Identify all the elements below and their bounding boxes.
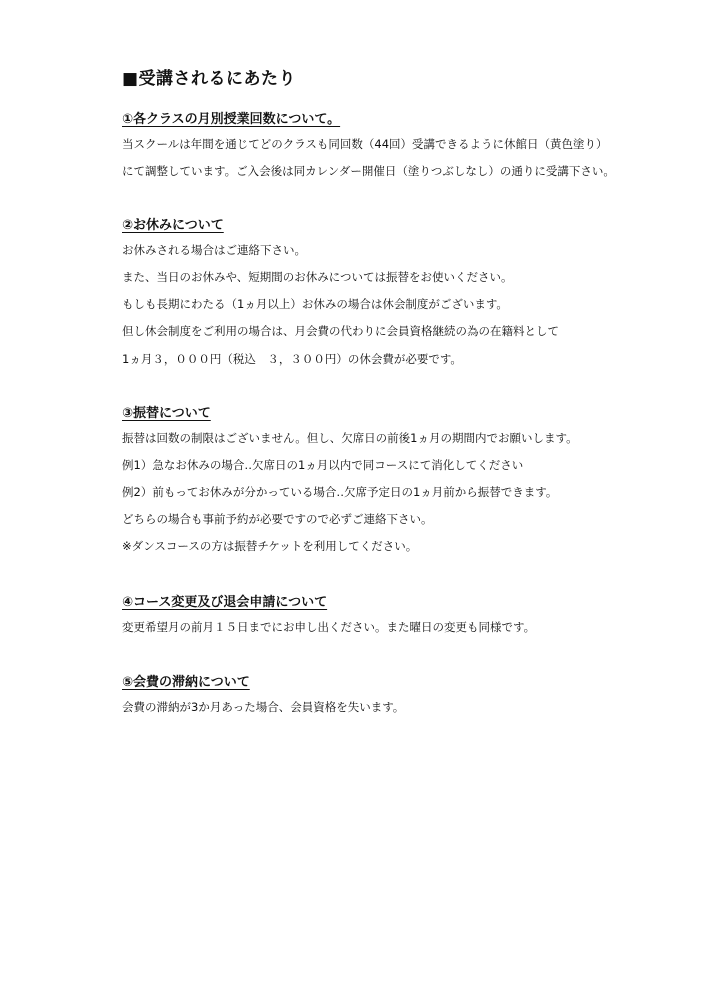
section-text-line: 当スクールは年間を通じてどのクラスも同回数（44回）受講できるように休館日（黄色塗り）	[122, 137, 608, 151]
section-text-line: 1ヵ月３，０００円（税込 ３，３００円）の休会費が必要です。	[122, 352, 462, 366]
section-text-line: 会費の滞納が3か月あった場合、会員資格を失います。	[122, 700, 405, 714]
section-text-line: 但し休会制度をご利用の場合は、月会費の代わりに会員資格継続の為の在籍料として	[122, 324, 559, 338]
page-title: ■受講されるにあたり	[122, 69, 297, 89]
section-heading-makeup-lessons: ③振替について	[122, 406, 211, 421]
section-text-line: もしも長期にわたる（1ヵ月以上）お休みの場合は休会制度がございます。	[122, 297, 508, 311]
section-text-line: にて調整しています。ご入会後は同カレンダー開催日（塗りつぶしなし）の通りに受講下さい。	[122, 164, 615, 178]
section-text-line: また、当日のお休みや、短期間のお休みについては振替をお使いください。	[122, 270, 513, 284]
section-heading-fee-delinquency: ⑤会費の滞納について	[122, 675, 250, 690]
section-heading-absence: ②お休みについて	[122, 218, 224, 233]
section-text-line: 例2）前もってお休みが分かっている場合‥欠席予定日の1ヵ月前から振替できます。	[122, 485, 558, 499]
section-text-line: どちらの場合も事前予約が必要ですので必ずご連絡下さい。	[122, 512, 433, 526]
section-text-line: 振替は回数の制限はございません。但し、欠席日の前後1ヵ月の期間内でお願いします。	[122, 431, 578, 445]
section-heading-class-lesson-count: ①各クラスの月別授業回数について。	[122, 112, 341, 127]
section-text-line: ※ダンスコースの方は振替チケットを利用してください。	[122, 539, 418, 553]
section-text-line: 変更希望月の前月１５日までにお申し出ください。また曜日の変更も同様です。	[122, 620, 536, 634]
section-heading-course-change: ④コース変更及び退会申請について	[122, 595, 328, 610]
section-text-line: お休みされる場合はご連絡下さい。	[122, 243, 306, 257]
section-text-line: 例1）急なお休みの場合‥欠席日の1ヵ月以内で同コースにて消化してください	[122, 458, 524, 472]
